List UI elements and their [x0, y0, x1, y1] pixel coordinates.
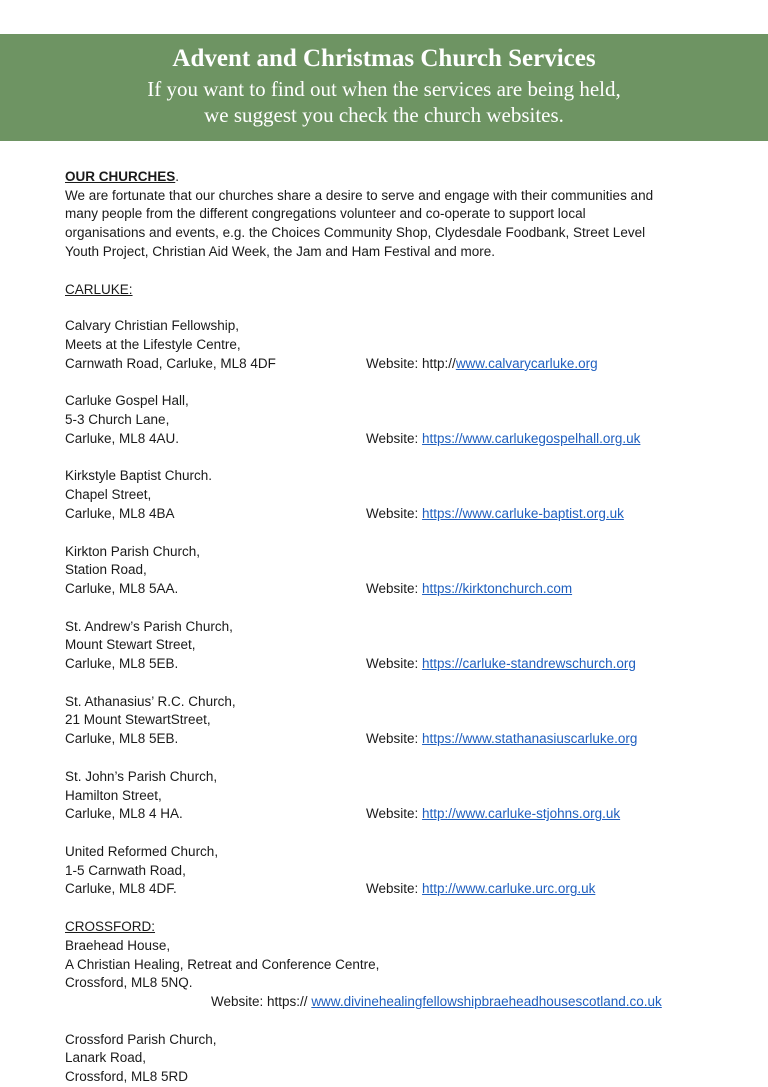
intro-line: Youth Project, Christian Aid Week, the Jam and Ham Festival and more. — [65, 243, 495, 259]
church-website — [366, 580, 572, 599]
church-entry — [65, 317, 705, 373]
church-street: 5-3 Church Lane, — [65, 412, 170, 428]
website-link[interactable]: http://www.carluke.urc.org.uk — [422, 881, 596, 897]
church-website — [366, 430, 640, 449]
church-street: 1-5 Carnwath Road, — [65, 862, 186, 878]
braehead-description: A Christian Healing, Retreat and Conference Centre, — [65, 956, 380, 972]
church-website — [366, 805, 620, 824]
crossford-parish-church — [65, 1031, 705, 1087]
website-label: Website: — [366, 430, 423, 446]
braehead-address: Crossford, ML8 5NQ. — [65, 975, 193, 991]
church-name: United Reformed Church, — [65, 843, 219, 859]
website-prefix: https:// — [267, 993, 312, 1009]
church-entry — [65, 467, 705, 523]
church-name: Kirkton Parish Church, — [65, 543, 201, 559]
church-name: St. John’s Parish Church, — [65, 768, 218, 784]
church-entry — [65, 392, 705, 448]
church-entry — [65, 618, 705, 674]
website-link[interactable]: https://www.carlukegospelhall.org.uk — [422, 430, 641, 446]
intro-line: many people from the different congregations volunteer and co-operate to support local — [65, 206, 586, 222]
website-link[interactable]: https://www.stathanasiuscarluke.org — [422, 731, 638, 747]
intro-line: We are fortunate that our churches share a desire to serve and engage with their communities and — [65, 187, 654, 203]
church-name: Calvary Christian Fellowship, — [65, 318, 240, 334]
church-entry — [65, 768, 705, 824]
church-street: Chapel Street, — [65, 487, 152, 503]
church-street: Lanark Road, — [65, 1050, 147, 1066]
braehead-website — [65, 993, 705, 1012]
our-churches-heading: OUR CHURCHES — [65, 169, 176, 184]
website-label: Website: — [211, 993, 268, 1009]
carluke-heading: CARLUKE: — [65, 281, 133, 297]
church-address: Crossford, ML8 5RD — [65, 1069, 189, 1085]
website-prefix: http:// — [422, 355, 456, 371]
document-body — [65, 168, 705, 1087]
church-address: Carluke, ML8 5EB. — [65, 731, 179, 747]
carluke-church-list — [65, 317, 705, 899]
website-label: Website: — [366, 806, 423, 822]
intro-line: organisations and events, e.g. the Choices Community Shop, Clydesdale Foodbank, Street Level — [65, 225, 646, 241]
website-link[interactable]: https://kirktonchurch.com — [422, 580, 573, 596]
church-street: Mount Stewart Street, — [65, 637, 196, 653]
heading-period: . — [175, 169, 180, 184]
church-street: 21 Mount StewartStreet, — [65, 712, 211, 728]
church-address: Carluke, ML8 4DF. — [65, 881, 177, 897]
church-address: Carluke, ML8 5AA. — [65, 580, 179, 596]
carluke-section — [65, 281, 705, 300]
page-title: Advent and Christmas Church Services — [172, 45, 596, 72]
website-label: Website: — [366, 580, 423, 596]
church-website — [366, 730, 637, 749]
website-link[interactable]: http://www.carluke-stjohns.org.uk — [422, 806, 621, 822]
subtitle-line-1: If you want to find out when the services are being held, — [147, 77, 621, 101]
website-label: Website: — [366, 881, 423, 897]
church-name: St. Athanasius’ R.C. Church, — [65, 693, 236, 709]
crossford-section — [65, 918, 705, 1012]
church-website — [366, 655, 636, 674]
church-website — [366, 880, 595, 899]
website-label: Website: — [366, 505, 423, 521]
church-address: Carluke, ML8 4BA — [65, 505, 175, 521]
crossford-heading: CROSSFORD: — [65, 919, 156, 935]
church-entry — [65, 843, 705, 899]
church-name: Carluke Gospel Hall, — [65, 393, 189, 409]
website-link[interactable]: www.calvarycarluke.org — [455, 355, 598, 371]
church-street: Hamilton Street, — [65, 787, 162, 803]
website-link[interactable]: https://www.carluke-baptist.org.uk — [422, 505, 624, 521]
church-name: St. Andrew’s Parish Church, — [65, 618, 233, 634]
church-entry — [65, 693, 705, 749]
church-name: Crossford Parish Church, — [65, 1031, 217, 1047]
subtitle-line-2: we suggest you check the church websites. — [204, 103, 564, 127]
braehead-name: Braehead House, — [65, 937, 171, 953]
church-address: Carluke, ML8 5EB. — [65, 656, 179, 672]
braehead-website-link[interactable]: www.divinehealingfellowshipbraeheadhousescotland.co.uk — [311, 993, 662, 1009]
church-website — [366, 505, 624, 524]
church-street: Meets at the Lifestyle Centre, — [65, 336, 241, 352]
website-label: Website: — [366, 731, 423, 747]
church-address: Carnwath Road, Carluke, ML8 4DF — [65, 355, 276, 371]
website-link[interactable]: https://carluke-standrewschurch.org — [422, 656, 636, 672]
header-banner — [0, 34, 768, 141]
intro-section — [65, 168, 705, 262]
church-website — [366, 355, 598, 374]
church-address: Carluke, ML8 4AU. — [65, 430, 180, 446]
church-name: Kirkstyle Baptist Church. — [65, 468, 213, 484]
church-street: Station Road, — [65, 562, 147, 578]
church-entry — [65, 543, 705, 599]
website-label: Website: — [366, 355, 423, 371]
website-label: Website: — [366, 656, 423, 672]
church-address: Carluke, ML8 4 HA. — [65, 806, 183, 822]
